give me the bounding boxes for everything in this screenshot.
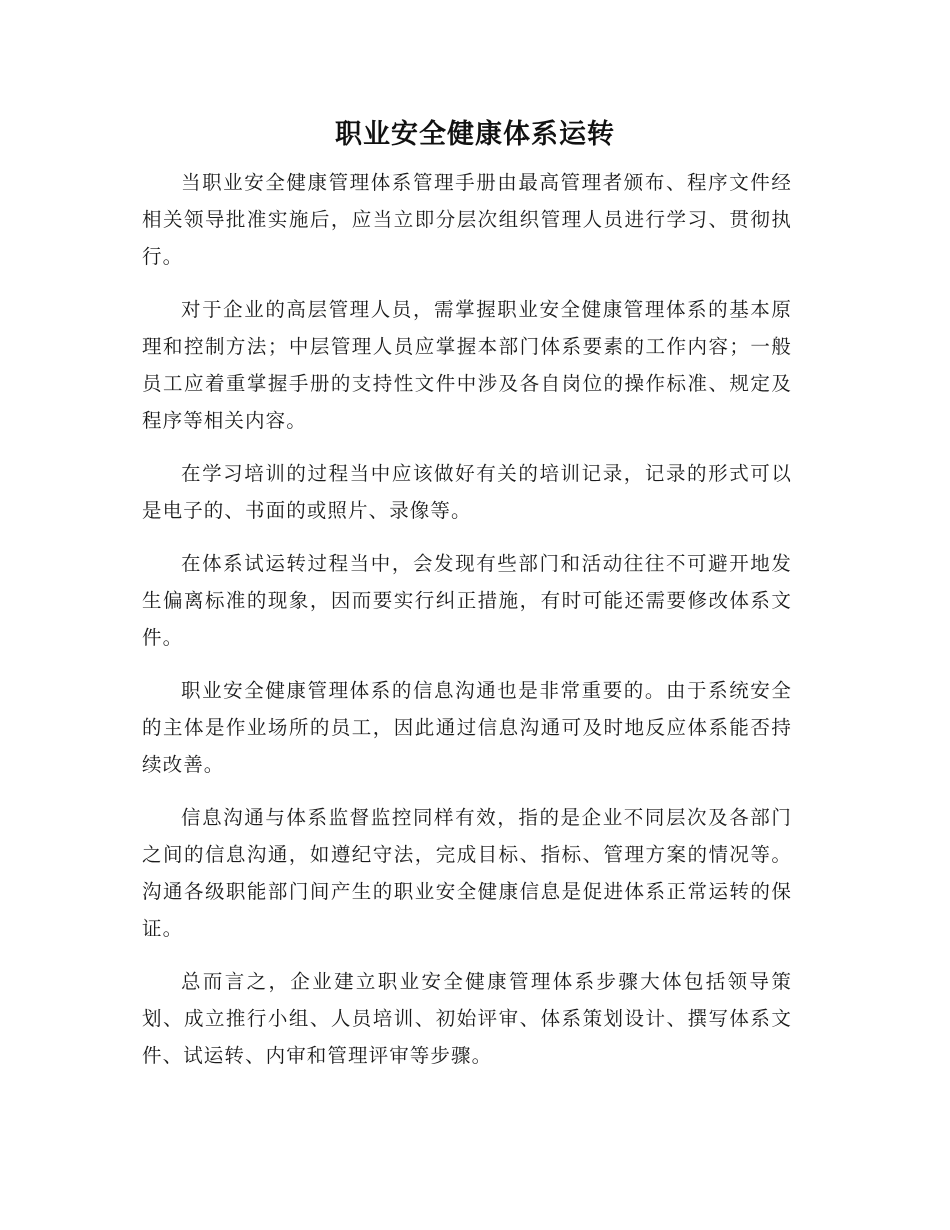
paragraph-2: 对于企业的高层管理人员，需掌握职业安全健康管理体系的基本原理和控制方法；中层管理人员应掌握本部门体系要素的工作内容；一般员工应着重掌握手册的支持性文件中涉及各自岗位的操作标准、规定及程序等相关内容。 — [142, 298, 792, 432]
paragraph-7: 总而言之，企业建立职业安全健康管理体系步骤大体包括领导策划、成立推行小组、人员培训、初始评审、体系策划设计、撰写体系文件、试运转、内审和管理评审等步骤。 — [142, 970, 792, 1067]
paragraph-4: 在体系试运转过程当中，会发现有些部门和活动往往不可避开地发生偏离标准的现象，因而要实行纠正措施，有时可能还需要修改体系文件。 — [142, 552, 792, 649]
document-body — [142, 164, 792, 1090]
paragraph-3: 在学习培训的过程当中应该做好有关的培训记录，记录的形式可以是电子的、书面的或照片、录像等。 — [142, 462, 792, 522]
paragraph-5: 职业安全健康管理体系的信息沟通也是非常重要的。由于系统安全的主体是作业场所的员工，因此通过信息沟通可及时地反应体系能否持续改善。 — [142, 679, 792, 776]
document-title: 职业安全健康体系运转 — [335, 119, 615, 150]
paragraph-6: 信息沟通与体系监督监控同样有效，指的是企业不同层次及各部门之间的信息沟通，如遵纪守法，完成目标、指标、管理方案的情况等。沟通各级职能部门间产生的职业安全健康信息是促进体系正常运转的保证。 — [142, 806, 792, 940]
paragraph-1: 当职业安全健康管理体系管理手册由最高管理者颁布、程序文件经相关领导批准实施后，应当立即分层次组织管理人员进行学习、贯彻执行。 — [142, 171, 792, 268]
